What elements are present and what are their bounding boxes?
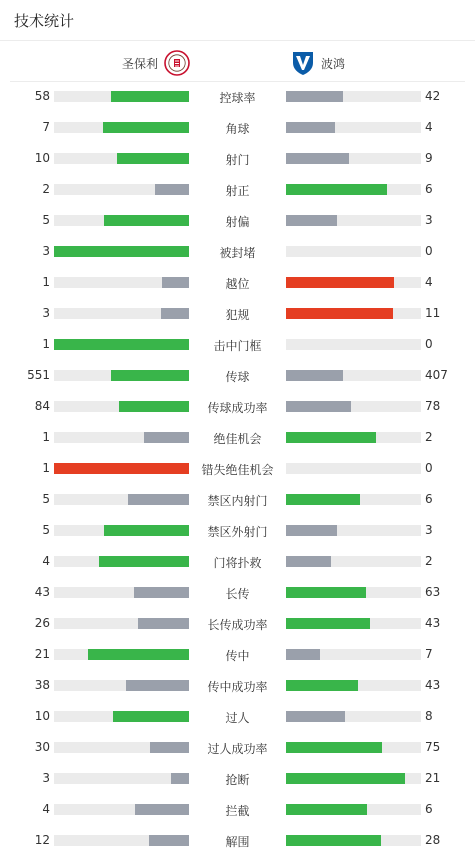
away-stat-value: 6 — [425, 182, 433, 196]
home-stat-bar-fill — [119, 401, 189, 412]
stat-row — [0, 205, 475, 236]
stat-row — [0, 453, 475, 484]
home-stat-value: 43 — [34, 585, 50, 599]
home-stat-bar-fill — [135, 804, 189, 815]
home-stat-value: 551 — [27, 368, 50, 382]
away-stat-bar — [286, 649, 421, 660]
home-stat-bar — [54, 711, 189, 722]
away-stat-bar-fill — [286, 91, 343, 102]
home-stat-bar-fill — [104, 525, 189, 536]
home-stat-bar-fill — [155, 184, 189, 195]
away-stat-bar — [286, 618, 421, 629]
stat-row — [0, 763, 475, 794]
home-team[interactable] — [122, 50, 190, 76]
stat-row — [0, 701, 475, 732]
home-stat-bar-fill — [128, 494, 189, 505]
home-stat-bar — [54, 370, 189, 381]
away-stat-bar — [286, 122, 421, 133]
stat-row — [0, 112, 475, 143]
away-stat-value: 43 — [425, 678, 441, 692]
away-stat-bar-fill — [286, 835, 381, 846]
stat-label: 门将扑救 — [213, 556, 262, 570]
away-stat-bar — [286, 184, 421, 195]
teams-header — [0, 46, 475, 80]
away-stat-bar-fill — [286, 401, 351, 412]
home-stat-bar-fill — [113, 711, 189, 722]
stat-label: 抢断 — [225, 773, 250, 787]
home-stat-value: 4 — [42, 554, 50, 568]
away-stat-bar-fill — [286, 432, 376, 443]
away-stat-bar-fill — [286, 556, 331, 567]
stat-row — [0, 794, 475, 825]
away-stat-bar — [286, 525, 421, 536]
stat-label: 越位 — [225, 277, 250, 291]
home-stat-bar — [54, 835, 189, 846]
home-stat-bar-fill — [99, 556, 189, 567]
home-stat-bar-fill — [138, 618, 189, 629]
home-team-name: 圣保利 — [121, 56, 158, 71]
away-stat-value: 8 — [425, 709, 433, 723]
home-stat-value: 1 — [42, 430, 50, 444]
stat-label: 角球 — [225, 122, 250, 136]
home-stat-value: 38 — [34, 678, 50, 692]
home-stat-bar — [54, 680, 189, 691]
stat-label: 禁区外射门 — [207, 525, 268, 539]
home-stat-bar-fill — [54, 463, 189, 474]
home-stat-value: 5 — [42, 492, 50, 506]
home-stat-bar — [54, 401, 189, 412]
away-stat-bar — [286, 401, 421, 412]
stat-label: 传球 — [225, 370, 250, 384]
away-stat-bar — [286, 587, 421, 598]
away-stat-bar-fill — [286, 277, 394, 288]
away-stat-bar-fill — [286, 122, 335, 133]
away-stat-bar-fill — [286, 618, 370, 629]
home-stat-bar — [54, 494, 189, 505]
away-stat-value: 4 — [425, 275, 433, 289]
home-stat-bar — [54, 587, 189, 598]
away-stat-value: 63 — [425, 585, 441, 599]
home-stat-bar-fill — [88, 649, 189, 660]
stat-row — [0, 298, 475, 329]
home-stat-bar — [54, 804, 189, 815]
home-stat-value: 1 — [42, 275, 50, 289]
away-stat-value: 75 — [425, 740, 441, 754]
home-stat-bar — [54, 215, 189, 226]
home-stat-value: 84 — [34, 399, 50, 413]
stat-row — [0, 639, 475, 670]
home-stat-value: 10 — [34, 709, 50, 723]
stat-label: 禁区内射门 — [207, 494, 268, 508]
away-stat-bar-fill — [286, 804, 367, 815]
home-stat-bar-fill — [134, 587, 189, 598]
home-stat-bar — [54, 463, 189, 474]
away-stat-value: 4 — [425, 120, 433, 134]
away-stat-bar — [286, 804, 421, 815]
home-stat-value: 1 — [42, 461, 50, 475]
home-stat-value: 3 — [42, 244, 50, 258]
home-stat-bar-fill — [54, 339, 189, 350]
away-stat-value: 7 — [425, 647, 433, 661]
stat-label: 错失绝佳机会 — [201, 463, 274, 477]
home-stat-value: 2 — [42, 182, 50, 196]
stat-label: 传中 — [225, 649, 250, 663]
away-stat-bar — [286, 277, 421, 288]
stat-row — [0, 546, 475, 577]
home-stat-bar — [54, 556, 189, 567]
away-stat-bar — [286, 308, 421, 319]
home-stat-bar-fill — [104, 215, 189, 226]
away-stat-value: 43 — [425, 616, 441, 630]
stat-row — [0, 267, 475, 298]
stat-label: 解围 — [225, 835, 250, 849]
home-stat-bar-fill — [126, 680, 189, 691]
home-stat-bar-fill — [150, 742, 189, 753]
home-stat-bar-fill — [111, 91, 189, 102]
home-stat-bar — [54, 742, 189, 753]
away-stat-bar-fill — [286, 680, 358, 691]
away-stat-bar-fill — [286, 370, 343, 381]
home-stat-value: 1 — [42, 337, 50, 351]
home-stat-bar-fill — [111, 370, 189, 381]
home-stat-value: 4 — [42, 802, 50, 816]
away-stat-value: 2 — [425, 430, 433, 444]
home-stat-value: 10 — [34, 151, 50, 165]
stat-label: 绝佳机会 — [213, 432, 262, 446]
stat-label: 射门 — [225, 153, 250, 167]
page-title: 技术统计 — [14, 12, 75, 30]
home-stat-bar-fill — [162, 277, 189, 288]
away-stat-bar — [286, 246, 421, 257]
away-stat-bar-fill — [286, 494, 360, 505]
stat-label: 射偏 — [225, 215, 250, 229]
stat-row — [0, 174, 475, 205]
away-stat-value: 2 — [425, 554, 433, 568]
home-stat-bar-fill — [149, 835, 190, 846]
stat-label: 过人成功率 — [207, 742, 268, 756]
away-stat-bar — [286, 153, 421, 164]
stat-row — [0, 515, 475, 546]
stat-row — [0, 81, 475, 112]
home-stat-value: 58 — [34, 89, 50, 103]
away-stat-value: 407 — [425, 368, 448, 382]
home-stat-bar — [54, 618, 189, 629]
away-stat-bar-fill — [286, 587, 366, 598]
home-stat-bar — [54, 277, 189, 288]
away-stat-value: 0 — [425, 244, 433, 258]
stat-row — [0, 825, 475, 856]
stat-label: 被封堵 — [219, 246, 256, 260]
away-team[interactable] — [291, 50, 345, 76]
stat-row — [0, 608, 475, 639]
away-stat-value: 11 — [425, 306, 441, 320]
stat-label: 拦截 — [225, 804, 250, 818]
home-stat-bar — [54, 525, 189, 536]
home-stat-value: 5 — [42, 213, 50, 227]
home-stat-bar-fill — [144, 432, 189, 443]
home-stat-bar — [54, 122, 189, 133]
home-stat-bar — [54, 649, 189, 660]
home-stat-value: 5 — [42, 523, 50, 537]
home-stat-bar-fill — [54, 246, 189, 257]
stat-label: 过人 — [225, 711, 250, 725]
away-stat-bar — [286, 463, 421, 474]
home-stat-bar — [54, 339, 189, 350]
away-stat-bar-fill — [286, 742, 382, 753]
stat-row — [0, 670, 475, 701]
home-stat-bar-fill — [117, 153, 189, 164]
away-stat-bar-fill — [286, 649, 320, 660]
away-stat-bar — [286, 91, 421, 102]
home-stat-bar — [54, 773, 189, 784]
stat-row — [0, 732, 475, 763]
stat-row — [0, 391, 475, 422]
home-stat-bar — [54, 91, 189, 102]
away-stat-bar-fill — [286, 215, 337, 226]
away-stat-value: 6 — [425, 802, 433, 816]
away-team-name: 波鸿 — [321, 56, 346, 71]
away-stat-bar — [286, 773, 421, 784]
stat-label: 犯规 — [225, 308, 250, 322]
stat-label: 长传成功率 — [207, 618, 268, 632]
home-stat-bar-fill — [103, 122, 189, 133]
stat-label: 长传 — [225, 587, 250, 601]
stat-row — [0, 484, 475, 515]
away-stat-value: 21 — [425, 771, 441, 785]
away-stat-bar — [286, 711, 421, 722]
stat-label: 传球成功率 — [207, 401, 268, 415]
stat-row — [0, 143, 475, 174]
away-stat-value: 0 — [425, 461, 433, 475]
away-stat-bar — [286, 742, 421, 753]
stat-row — [0, 329, 475, 360]
home-stat-value: 3 — [42, 306, 50, 320]
home-stat-bar-fill — [161, 308, 189, 319]
away-stat-bar — [286, 680, 421, 691]
away-stat-value: 0 — [425, 337, 433, 351]
home-stat-value: 7 — [42, 120, 50, 134]
away-stat-bar — [286, 556, 421, 567]
home-stat-value: 21 — [34, 647, 50, 661]
away-stat-bar — [286, 215, 421, 226]
home-stat-bar — [54, 432, 189, 443]
away-stat-value: 3 — [425, 213, 433, 227]
stat-label: 射正 — [225, 184, 250, 198]
away-stat-bar — [286, 432, 421, 443]
away-stat-value: 9 — [425, 151, 433, 165]
stat-row — [0, 360, 475, 391]
stat-label: 击中门框 — [213, 339, 262, 353]
home-stat-value: 12 — [34, 833, 50, 847]
stats-list — [0, 81, 475, 856]
stat-row — [0, 236, 475, 267]
home-stat-bar — [54, 246, 189, 257]
away-stat-bar-fill — [286, 711, 345, 722]
away-stat-bar — [286, 835, 421, 846]
home-stat-value: 30 — [34, 740, 50, 754]
away-stat-bar-fill — [286, 153, 349, 164]
away-stat-bar — [286, 370, 421, 381]
home-stat-value: 3 — [42, 771, 50, 785]
away-stat-value: 3 — [425, 523, 433, 537]
away-stat-bar-fill — [286, 184, 387, 195]
away-stat-value: 42 — [425, 89, 441, 103]
away-stat-bar-fill — [286, 773, 405, 784]
home-stat-bar-fill — [171, 773, 189, 784]
stat-row — [0, 422, 475, 453]
stat-label: 控球率 — [219, 91, 256, 105]
stat-row — [0, 577, 475, 608]
title-divider — [0, 40, 475, 41]
stat-label: 传中成功率 — [207, 680, 268, 694]
away-stat-value: 28 — [425, 833, 441, 847]
home-stat-bar — [54, 153, 189, 164]
away-stat-bar — [286, 339, 421, 350]
away-stat-value: 78 — [425, 399, 441, 413]
bochum-crest-icon — [291, 50, 315, 76]
home-stat-value: 26 — [34, 616, 50, 630]
home-stat-bar — [54, 184, 189, 195]
away-stat-value: 6 — [425, 492, 433, 506]
away-stat-bar-fill — [286, 525, 337, 536]
st-pauli-crest-icon — [164, 50, 190, 76]
away-stat-bar — [286, 494, 421, 505]
away-stat-bar-fill — [286, 308, 393, 319]
home-stat-bar — [54, 308, 189, 319]
